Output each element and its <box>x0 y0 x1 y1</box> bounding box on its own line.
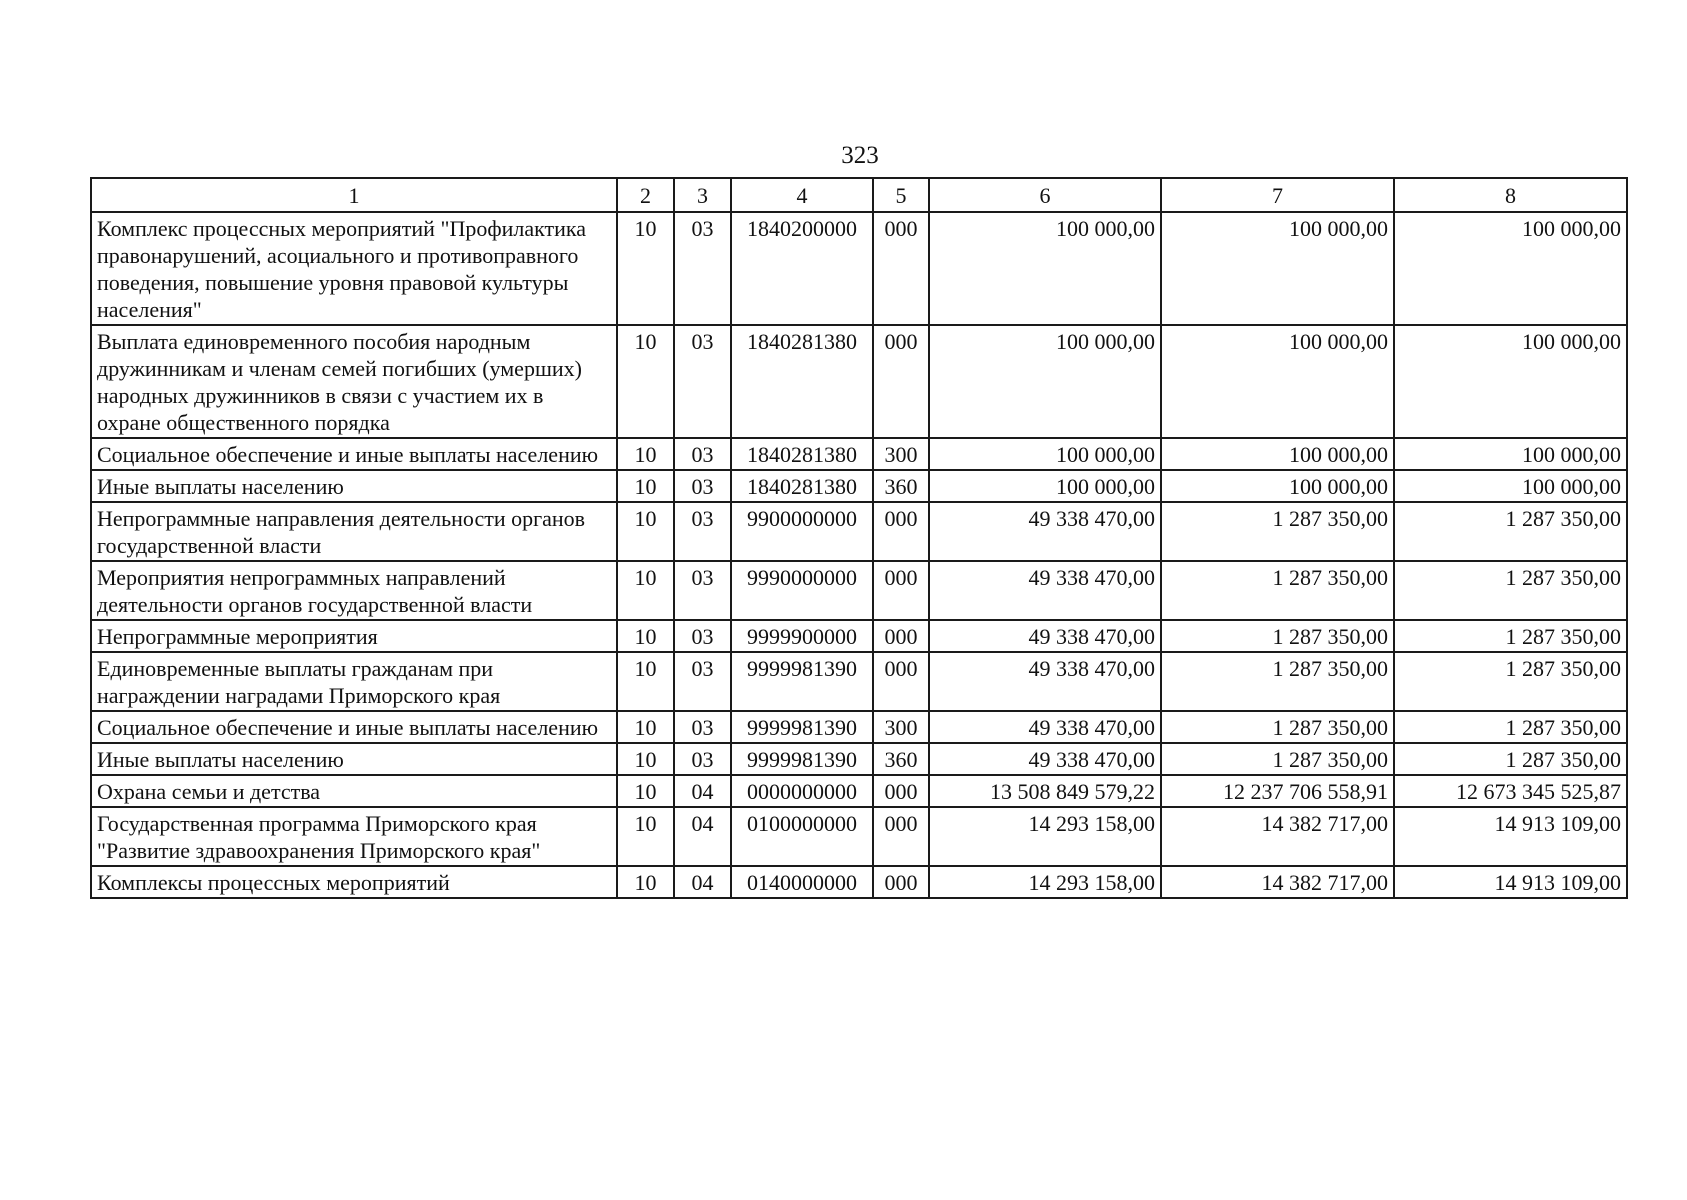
amount-col7-cell: 100 000,00 <box>1161 470 1394 502</box>
subsection-code-cell: 03 <box>674 743 731 775</box>
row-name-cell: Комплекс процессных мероприятий "Профилактика правонарушений, асоциального и противоправного поведения, повышение уровня правовой культуры населения" <box>91 212 617 325</box>
column-header-1: 1 <box>91 178 617 212</box>
subsection-code-cell: 03 <box>674 502 731 561</box>
amount-col7-cell: 100 000,00 <box>1161 325 1394 438</box>
amount-col8-cell: 14 913 109,00 <box>1394 807 1627 866</box>
amount-col8-cell: 1 287 350,00 <box>1394 620 1627 652</box>
table-row <box>91 438 1627 470</box>
amount-col8-cell: 1 287 350,00 <box>1394 652 1627 711</box>
target-article-cell: 9999981390 <box>731 652 873 711</box>
target-article-cell: 1840200000 <box>731 212 873 325</box>
amount-col8-cell: 1 287 350,00 <box>1394 502 1627 561</box>
expense-type-cell: 000 <box>873 652 929 711</box>
row-name-cell: Мероприятия непрограммных направлений деятельности органов государственной власти <box>91 561 617 620</box>
row-name-cell: Непрограммные мероприятия <box>91 620 617 652</box>
amount-col7-cell: 1 287 350,00 <box>1161 652 1394 711</box>
table-row <box>91 711 1627 743</box>
expense-type-cell: 360 <box>873 743 929 775</box>
amount-col8-cell: 100 000,00 <box>1394 212 1627 325</box>
section-code-cell: 10 <box>617 561 674 620</box>
column-header-3: 3 <box>674 178 731 212</box>
table-row <box>91 866 1627 898</box>
expense-type-cell: 300 <box>873 438 929 470</box>
target-article-cell: 9999900000 <box>731 620 873 652</box>
expense-type-cell: 300 <box>873 711 929 743</box>
target-article-cell: 1840281380 <box>731 325 873 438</box>
section-code-cell: 10 <box>617 438 674 470</box>
section-code-cell: 10 <box>617 212 674 325</box>
amount-col7-cell: 1 287 350,00 <box>1161 711 1394 743</box>
amount-col8-cell: 14 913 109,00 <box>1394 866 1627 898</box>
subsection-code-cell: 03 <box>674 212 731 325</box>
table-row <box>91 807 1627 866</box>
amount-col7-cell: 1 287 350,00 <box>1161 502 1394 561</box>
row-name-cell: Охрана семьи и детства <box>91 775 617 807</box>
section-code-cell: 10 <box>617 325 674 438</box>
amount-col6-cell: 14 293 158,00 <box>929 807 1161 866</box>
amount-col8-cell: 100 000,00 <box>1394 438 1627 470</box>
table-row <box>91 470 1627 502</box>
page-number: 323 <box>841 142 879 169</box>
amount-col8-cell: 12 673 345 525,87 <box>1394 775 1627 807</box>
amount-col6-cell: 49 338 470,00 <box>929 652 1161 711</box>
expense-type-cell: 000 <box>873 502 929 561</box>
amount-col6-cell: 14 293 158,00 <box>929 866 1161 898</box>
subsection-code-cell: 03 <box>674 438 731 470</box>
expense-type-cell: 000 <box>873 620 929 652</box>
column-header-4: 4 <box>731 178 873 212</box>
target-article-cell: 0100000000 <box>731 807 873 866</box>
column-header-7: 7 <box>1161 178 1394 212</box>
row-name-cell: Комплексы процессных мероприятий <box>91 866 617 898</box>
subsection-code-cell: 04 <box>674 807 731 866</box>
budget-table <box>90 177 1628 899</box>
row-name-cell: Социальное обеспечение и иные выплаты населению <box>91 711 617 743</box>
expense-type-cell: 000 <box>873 325 929 438</box>
subsection-code-cell: 03 <box>674 561 731 620</box>
amount-col8-cell: 100 000,00 <box>1394 325 1627 438</box>
amount-col6-cell: 100 000,00 <box>929 438 1161 470</box>
section-code-cell: 10 <box>617 470 674 502</box>
row-name-cell: Иные выплаты населению <box>91 743 617 775</box>
table-header-row <box>91 178 1627 212</box>
section-code-cell: 10 <box>617 775 674 807</box>
table-row <box>91 561 1627 620</box>
target-article-cell: 0140000000 <box>731 866 873 898</box>
subsection-code-cell: 03 <box>674 652 731 711</box>
column-header-2: 2 <box>617 178 674 212</box>
amount-col6-cell: 100 000,00 <box>929 470 1161 502</box>
expense-type-cell: 000 <box>873 866 929 898</box>
subsection-code-cell: 03 <box>674 325 731 438</box>
table-row <box>91 620 1627 652</box>
target-article-cell: 1840281380 <box>731 438 873 470</box>
amount-col8-cell: 1 287 350,00 <box>1394 743 1627 775</box>
section-code-cell: 10 <box>617 652 674 711</box>
row-name-cell: Непрограммные направления деятельности органов государственной власти <box>91 502 617 561</box>
expense-type-cell: 000 <box>873 561 929 620</box>
amount-col7-cell: 100 000,00 <box>1161 212 1394 325</box>
amount-col6-cell: 49 338 470,00 <box>929 502 1161 561</box>
amount-col6-cell: 49 338 470,00 <box>929 743 1161 775</box>
amount-col8-cell: 1 287 350,00 <box>1394 561 1627 620</box>
section-code-cell: 10 <box>617 502 674 561</box>
subsection-code-cell: 03 <box>674 620 731 652</box>
target-article-cell: 9999981390 <box>731 711 873 743</box>
amount-col6-cell: 100 000,00 <box>929 325 1161 438</box>
target-article-cell: 9900000000 <box>731 502 873 561</box>
amount-col6-cell: 49 338 470,00 <box>929 711 1161 743</box>
table-row <box>91 325 1627 438</box>
expense-type-cell: 000 <box>873 775 929 807</box>
amount-col7-cell: 14 382 717,00 <box>1161 866 1394 898</box>
amount-col7-cell: 14 382 717,00 <box>1161 807 1394 866</box>
target-article-cell: 9990000000 <box>731 561 873 620</box>
amount-col6-cell: 13 508 849 579,22 <box>929 775 1161 807</box>
table-row <box>91 775 1627 807</box>
row-name-cell: Выплата единовременного пособия народным дружинникам и членам семей погибших (умерших) народных дружинников в связи с участием их в охране общественного порядка <box>91 325 617 438</box>
column-header-5: 5 <box>873 178 929 212</box>
row-name-cell: Социальное обеспечение и иные выплаты населению <box>91 438 617 470</box>
expense-type-cell: 000 <box>873 212 929 325</box>
amount-col7-cell: 1 287 350,00 <box>1161 620 1394 652</box>
subsection-code-cell: 04 <box>674 775 731 807</box>
section-code-cell: 10 <box>617 743 674 775</box>
subsection-code-cell: 03 <box>674 470 731 502</box>
section-code-cell: 10 <box>617 807 674 866</box>
amount-col6-cell: 49 338 470,00 <box>929 620 1161 652</box>
expense-type-cell: 360 <box>873 470 929 502</box>
amount-col7-cell: 1 287 350,00 <box>1161 743 1394 775</box>
amount-col7-cell: 100 000,00 <box>1161 438 1394 470</box>
column-header-6: 6 <box>929 178 1161 212</box>
amount-col8-cell: 1 287 350,00 <box>1394 711 1627 743</box>
subsection-code-cell: 03 <box>674 711 731 743</box>
row-name-cell: Иные выплаты населению <box>91 470 617 502</box>
amount-col8-cell: 100 000,00 <box>1394 470 1627 502</box>
column-header-8: 8 <box>1394 178 1627 212</box>
expense-type-cell: 000 <box>873 807 929 866</box>
amount-col6-cell: 100 000,00 <box>929 212 1161 325</box>
target-article-cell: 0000000000 <box>731 775 873 807</box>
table-row <box>91 212 1627 325</box>
section-code-cell: 10 <box>617 711 674 743</box>
table-row <box>91 502 1627 561</box>
target-article-cell: 9999981390 <box>731 743 873 775</box>
section-code-cell: 10 <box>617 866 674 898</box>
row-name-cell: Единовременные выплаты гражданам при награждении наградами Приморского края <box>91 652 617 711</box>
table-row <box>91 652 1627 711</box>
amount-col6-cell: 49 338 470,00 <box>929 561 1161 620</box>
target-article-cell: 1840281380 <box>731 470 873 502</box>
table-row <box>91 743 1627 775</box>
amount-col7-cell: 12 237 706 558,91 <box>1161 775 1394 807</box>
amount-col7-cell: 1 287 350,00 <box>1161 561 1394 620</box>
row-name-cell: Государственная программа Приморского края "Развитие здравоохранения Приморского края" <box>91 807 617 866</box>
section-code-cell: 10 <box>617 620 674 652</box>
subsection-code-cell: 04 <box>674 866 731 898</box>
